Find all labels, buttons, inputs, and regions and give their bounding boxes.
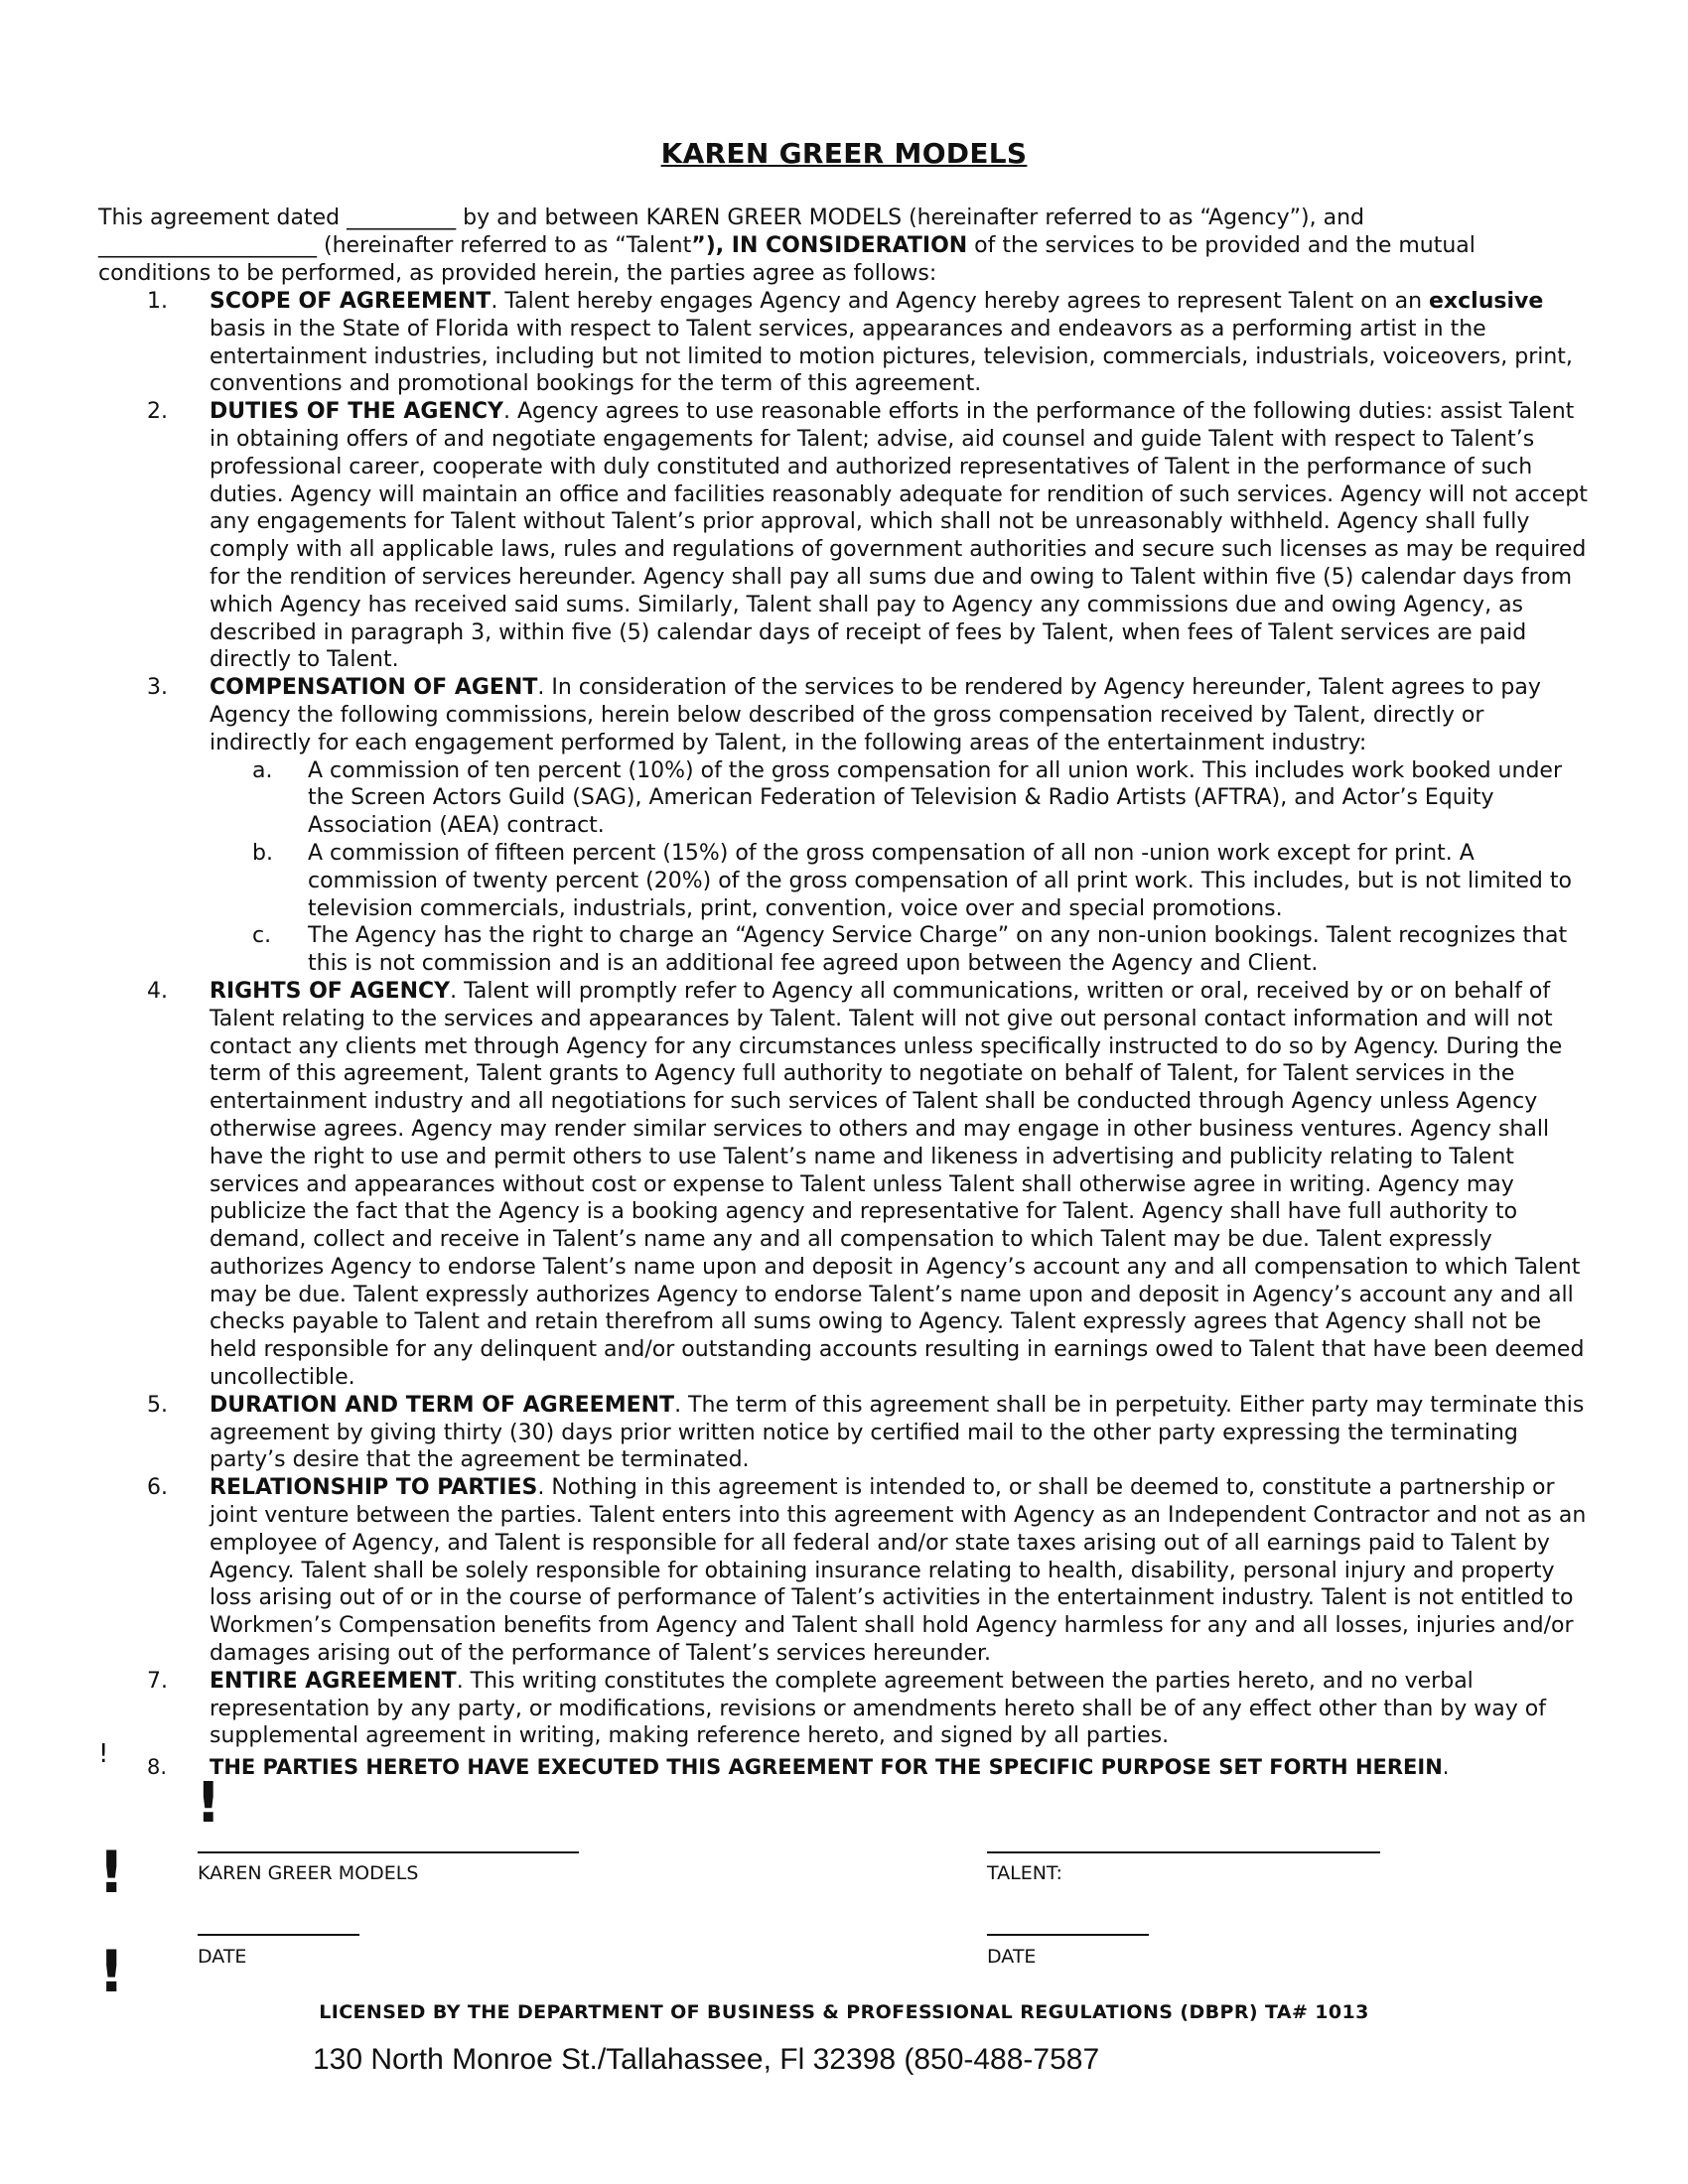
talent-signature-line[interactable] (987, 1851, 1380, 1853)
section-text: . Nothing in this agreement is intended to, or shall be deemed to, constitute a partnership or joint venture between the parties. Talent enters into this agreement with Agency as an Independent Contractor and not as an employee of Agency, and Talent is responsible for all federal and/or state taxes arising out of all earnings paid to Talent by Agency. Talent shall be solely responsible for obtaining insurance relating to health, disability, personal injury and property loss arising out of or in the course of performance of Talent’s activities in the entertainment industry. Talent is not entitled to Workmen’s Compensation benefits from Agency and Talent shall hold Agency harmless for any and all losses, injuries and/or damages arising out of the performance of Talent’s services hereunder. (210, 1475, 1587, 1667)
section-number: 3. (147, 675, 168, 701)
subitem-text: A commission of ten percent (10%) of the gross compensation for all union work. This includes work booked under the Screen Actors Guild (SAG), American Federation of Television & Radio Artists (AFTRA), and Actor’s Equity Association (AEA) contract. (308, 757, 1562, 839)
talent-date-line[interactable] (987, 1934, 1149, 1936)
section-heading: RELATIONSHIP TO PARTIES (210, 1475, 538, 1501)
intro-line-2-c: of the services to be provided and the mutual (967, 233, 1476, 258)
section-entire-agreement (0, 1668, 1590, 1750)
subitem-text: The Agency has the right to charge an “Agency Service Charge” on any non-union bookings. Talent recognizes that this is not commission and is an additional fee agreed upon between the Agency and Client. (308, 923, 1568, 977)
subitem-b (0, 840, 1590, 922)
section-heading: THE PARTIES HERETO HAVE EXECUTED THIS AGREEMENT FOR THE SPECIFIC PURPOSE SET FORTH HEREIN (210, 1755, 1443, 1780)
agreement-sections (0, 288, 1688, 1782)
subitem-c (0, 922, 1590, 978)
section-scope (0, 288, 1590, 398)
agency-signature-line[interactable] (198, 1851, 579, 1853)
compensation-subitems (0, 757, 1688, 978)
document-title: KAREN GREER MODELS (660, 137, 1028, 170)
section-heading: SCOPE OF AGREEMENT (210, 289, 492, 314)
section-text: . (1442, 1755, 1450, 1780)
section-heading: ENTIRE AGREEMENT (210, 1668, 457, 1694)
intro-line-3: conditions to be performed, as provided herein, the parties agree as follows: (98, 261, 937, 286)
stray-exclamation-mark: ! (98, 1839, 125, 1906)
intro-line-1: This agreement dated __________ by and between KAREN GREER MODELS (hereinafter referred to as “Agency”), and (98, 205, 1364, 230)
section-heading: DUTIES OF THE AGENCY (210, 399, 503, 425)
intro-line-2 (98, 232, 1588, 260)
intro-line-2-a: ____________________ (hereinafter referred to as “Talent (98, 233, 692, 258)
section-text: . This writing constitutes the complete agreement between the parties hereto, and no verbal representation by any party, or modifications, revisions or amendments hereto shall be of any effect other than by way of supplemental agreement in writing, making reference hereto, and signed by all parties. (210, 1668, 1546, 1749)
intro-consideration: ”), IN CONSIDERATION (691, 233, 968, 258)
section-number: 8. (147, 1755, 168, 1780)
section-text-continued: basis in the State of Florida with respect to Talent services, appearances and endeavors as a performing artist in the entertainment industries, including but not limited to motion pictures, television, commercials, industrials, voiceovers, print, conventions and promotional bookings for the term of this agreement. (210, 316, 1573, 397)
talent-signature-label: TALENT: (987, 1862, 1062, 1884)
section-text: . In consideration of the services to be rendered by Agency hereunder, Talent agrees to pay Agency the following commissions, herein below described of the gross compensation received by Talent, directly or indirectly for each engagement performed by Talent, in the following areas of the entertainment industry: (210, 675, 1541, 755)
section-duration (0, 1392, 1590, 1474)
intro-paragraph (98, 205, 1588, 288)
stray-exclamation-mark: ! (98, 1938, 125, 2005)
agency-date-line[interactable] (198, 1934, 359, 1936)
subitem-letter: b. (252, 840, 273, 866)
agency-signature-label: KAREN GREER MODELS (198, 1862, 419, 1884)
stray-exclamation-mark: ! (98, 1739, 109, 1769)
section-relationship (0, 1474, 1590, 1668)
section-heading: RIGHTS OF AGENCY (210, 978, 451, 1004)
section-number: 4. (147, 978, 168, 1004)
section-heading: COMPENSATION OF AGENT (210, 675, 538, 701)
section-execution (0, 1754, 1590, 1782)
subitem-letter: a. (252, 757, 273, 783)
section-number: 7. (147, 1668, 168, 1694)
section-number: 1. (147, 289, 168, 314)
subitem-text: A commission of fifteen percent (15%) of the gross compensation of all non -union work except for print. A commission of twenty percent (20%) of the gross compensation of all print work. This includes, but is not limited to television commercials, industrials, print, convention, voice over and special promotions. (308, 840, 1572, 921)
license-notice: LICENSED BY THE DEPARTMENT OF BUSINESS & PROFESSIONAL REGULATIONS (DBPR) TA# 1013 (319, 2001, 1369, 2023)
section-number: 2. (147, 399, 168, 425)
section-number: 5. (147, 1392, 168, 1418)
section-compensation (0, 674, 1590, 756)
subitem-a (0, 757, 1590, 840)
section-rights (0, 978, 1590, 1392)
agency-date-label: DATE (198, 1946, 247, 1968)
subitem-letter: c. (252, 923, 272, 949)
section-number: 6. (147, 1475, 168, 1501)
talent-date-label: DATE (987, 1946, 1037, 1968)
regulator-address: 130 North Monroe St./Tallahassee, Fl 32398 (850-488-7587 (313, 2043, 1100, 2076)
section-text: . Talent will promptly refer to Agency all communications, written or oral, received by or on behalf of Talent relating to the services and appearances by Talent. Talent will not give out personal contact information and will not contact any clients met through Agency for any circumstances unless specifically instructed to do so by Agency. During the term of this agreement, Talent grants to Agency full authority to negotiate on behalf of Talent, for Talent services in the entertainment industry and all negotiations for such services of Talent shall be conducted through Agency unless Agency otherwise agrees. Agency may render similar services to others and may engage in other business ventures. Agency shall have the right to use and permit others to use Talent’s name and likeness in advertising and publicity relating to Talent services and appearances without cost or expense to Talent unless Talent shall otherwise agree in writing. Agency may publicize the fact that the Agency is a booking agency and representative for Talent. Agency shall have full authority to demand, collect and receive in Talent’s name any and all compensation to which Talent may be due. Talent expressly authorizes Agency to endorse Talent’s name upon and deposit in Agency’s account any and all compensation to which Talent may be due. Talent expressly authorizes Agency to endorse Talent’s name upon and deposit in Agency’s account any and all checks payable to Talent and retain therefrom all sums owing to Agency. Talent expressly agrees that Agency shall not be held responsible for any delinquent and/or outstanding accounts resulting in earnings owed to Talent that have been deemed uncollectible. (210, 978, 1585, 1391)
stray-exclamation-mark: ! (196, 1771, 221, 1836)
section-duties (0, 398, 1590, 674)
section-text: . The term of this agreement shall be in perpetuity. Either party may terminate this agreement by giving thirty (30) days prior written notice by certified mail to the other party expressing the terminating party’s desire that the agreement be terminated. (210, 1392, 1585, 1473)
section-emphasis: exclusive (1429, 289, 1544, 314)
section-text: . Agency agrees to use reasonable efforts in the performance of the following duties: assist Talent in obtaining offers of and negotiate engagements for Talent; advise, aid counsel and guide Talent with respect to Talent’s professional career, cooperate with duly constituted and authorized representatives of Talent in the performance of such duties. Agency will maintain an office and facilities reasonably adequate for rendition of such services. Agency will not accept any engagements for Talent without Talent’s prior approval, which shall not be unreasonably withheld. Agency shall fully comply with all applicable laws, rules and regulations of government authorities and secure such licenses as may be required for the rendition of services hereunder. Agency shall pay all sums due and owing to Talent within five (5) calendar days from which Agency has received said sums. Similarly, Talent shall pay to Agency any commissions due and owing Agency, as described in paragraph 3, within five (5) calendar days of receipt of fees by Talent, when fees of Talent services are paid directly to Talent. (210, 399, 1588, 673)
section-text: . Talent hereby engages Agency and Agency hereby agrees to represent Talent on an (491, 289, 1430, 314)
section-heading: DURATION AND TERM OF AGREEMENT (210, 1392, 675, 1418)
